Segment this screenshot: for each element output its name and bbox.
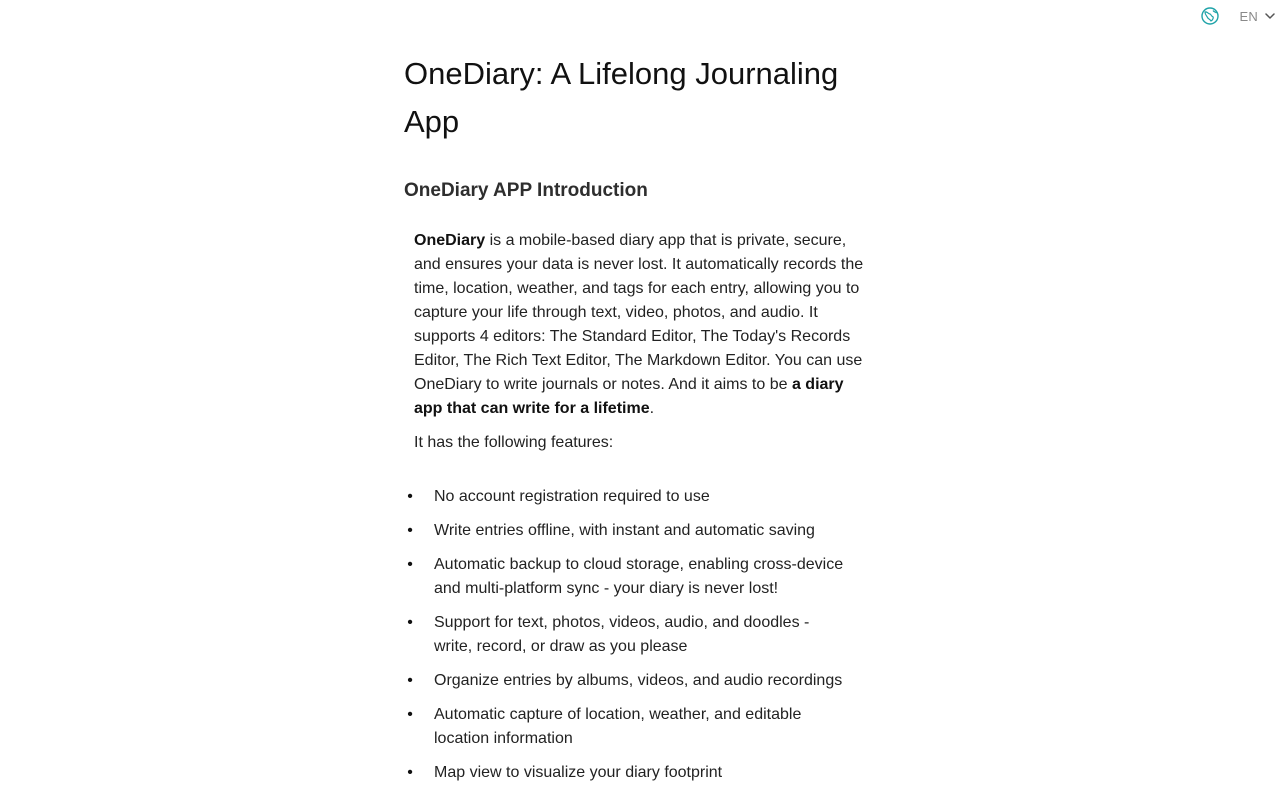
feature-list bbox=[404, 485, 844, 785]
features-lead: It has the following features: bbox=[414, 434, 614, 451]
list-item bbox=[404, 669, 844, 693]
feature-text: No account registration required to use bbox=[434, 488, 710, 505]
list-item bbox=[404, 611, 844, 659]
bullet-marker: • bbox=[407, 764, 413, 781]
bullet-marker: • bbox=[407, 522, 413, 539]
feature-text: Automatic capture of location, weather, and editable location information bbox=[434, 706, 802, 747]
bullet-marker: • bbox=[407, 706, 413, 723]
list-item bbox=[404, 761, 844, 785]
list-item bbox=[404, 519, 844, 543]
intro-emphasis: a diary app that can write for a lifetime bbox=[414, 376, 844, 417]
page-title: OneDiary: A Lifelong Journaling App bbox=[404, 56, 839, 139]
feature-text: Organize entries by albums, videos, and audio recordings bbox=[434, 672, 843, 689]
list-item bbox=[404, 485, 844, 509]
bullet-marker: • bbox=[407, 488, 413, 505]
intro-end: . bbox=[649, 400, 655, 417]
globe-icon[interactable] bbox=[1200, 6, 1220, 26]
bullet-marker: • bbox=[407, 672, 413, 689]
feature-text: Automatic backup to cloud storage, enabling cross-device and multi-platform sync - your diary is never lost! bbox=[434, 556, 844, 597]
list-item bbox=[404, 703, 844, 751]
intro-text bbox=[414, 229, 870, 455]
chevron-down-icon[interactable] bbox=[1264, 10, 1276, 22]
bullet-marker: • bbox=[407, 614, 413, 631]
article bbox=[404, 50, 874, 795]
feature-text: Write entries offline, with instant and automatic saving bbox=[434, 522, 815, 539]
brand-name: OneDiary bbox=[414, 232, 486, 249]
intro-paragraph bbox=[414, 229, 870, 421]
language-label[interactable]: EN bbox=[1239, 8, 1258, 24]
feature-text: Map view to visualize your diary footprint bbox=[434, 764, 723, 781]
section-heading: OneDiary APP Introduction bbox=[404, 180, 648, 201]
language-switcher[interactable] bbox=[1200, 5, 1276, 27]
list-item bbox=[404, 553, 844, 601]
bullet-marker: • bbox=[407, 556, 413, 573]
feature-text: Support for text, photos, videos, audio, and doodles - write, record, or draw as you please bbox=[434, 614, 810, 655]
intro-body: is a mobile-based diary app that is private, secure, and ensures your data is never lost. It automatically records the time, location, weather, and tags for each entry, allowing you to capture your life through text, video, photos, and audio. It supports 4 editors: The Standard Editor, The Today's Records Editor, The Rich Text Editor, The Markdown Editor. You can use OneDiary to write journals or notes. And it aims to be bbox=[414, 232, 864, 393]
